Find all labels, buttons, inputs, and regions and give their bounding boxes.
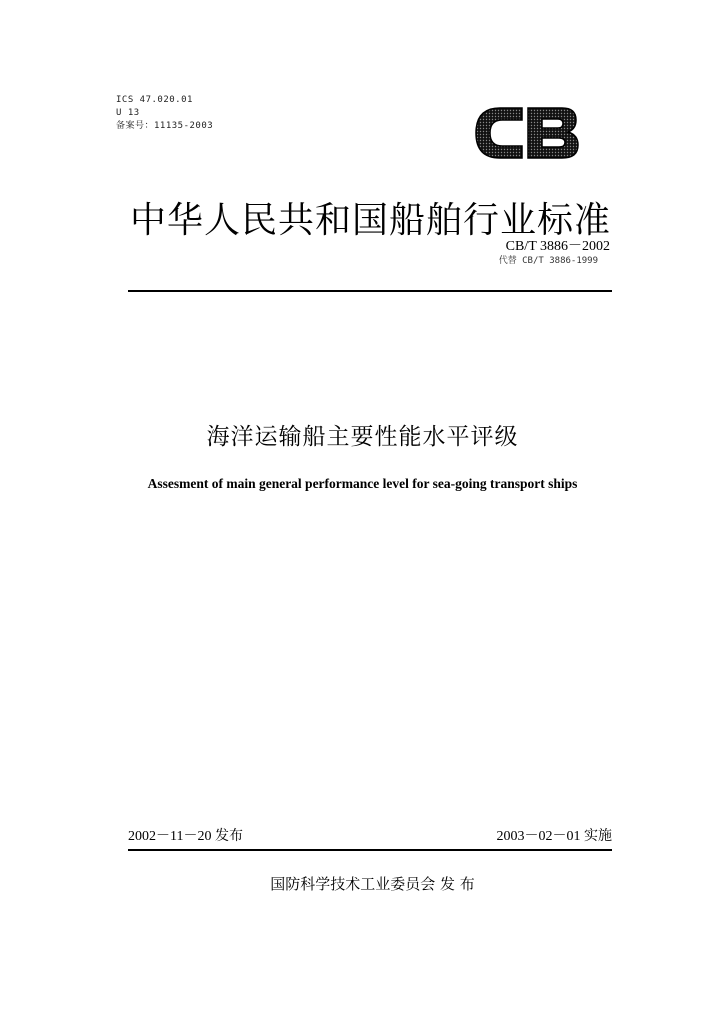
publisher: 国防科学技术工业委员会 发 布 [270,875,475,893]
standard-category-title: 中华人民共和国船舶行业标准 [130,200,612,241]
ccs-code: U 13 [116,108,140,118]
implementation-date: 2003－02－01 实施 [496,829,612,844]
footer-divider [128,849,612,851]
document-title-cn: 海洋运输船主要性能水平评级 [206,424,519,450]
document-title-en: Assesment of main general performance level for sea-going transport ships [147,476,578,491]
ics-code: ICS 47.020.01 [116,95,193,105]
cb-logo-icon [470,100,582,166]
standard-metadata [116,94,213,133]
header-divider [128,290,612,292]
filing-number: 备案号：11135-2003 [116,121,214,131]
replaces-standard: 代替 CB/T 3886-1999 [498,256,598,266]
issue-date: 2002－11－20 发布 [128,829,243,844]
standard-number: CB/T 3886－2002 [505,239,610,254]
